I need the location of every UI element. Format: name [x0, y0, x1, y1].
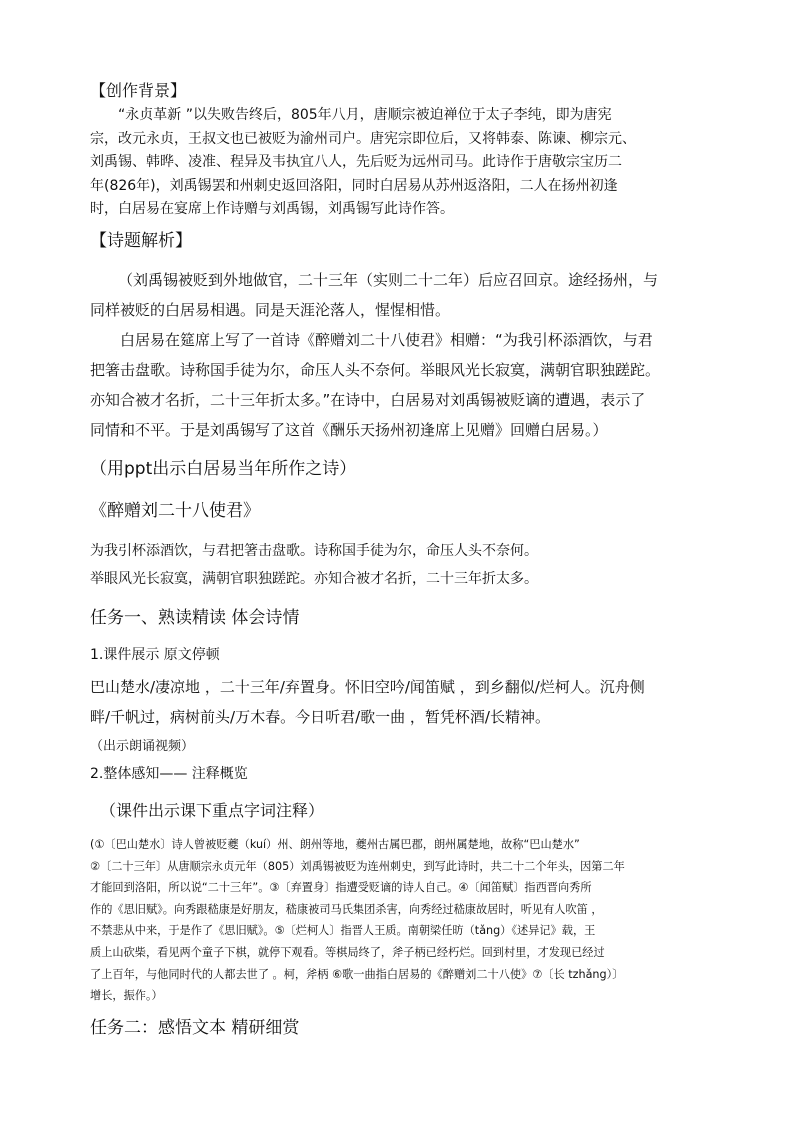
analysis-line: 亦知合被才名折，二十三年折太多。”在诗中，白居易对刘禹锡被贬谪的遭遇，表示了	[90, 391, 646, 409]
background-line: 刘禹锡、韩晔、凌准、程异及韦执宜八人，先后贬为远州司马。此诗作于唐敬宗宝历二	[90, 154, 622, 170]
task1-heading: 任务一、熟读精读 体会诗情	[90, 608, 300, 628]
poem-line: 举眼风光长寂寞，满朝官职独蹉跎。亦知合被才名折，二十三年折太多。	[90, 571, 538, 587]
courseware-note-text: （课件出示课下重点字词注释）	[100, 801, 325, 820]
note-line: 增长，振作。）	[90, 989, 163, 1003]
note-line: 作的《思旧赋》。向秀跟嵇康是好朋友，嵇康被司马氏集团杀害，向秀经过嵇康故居时，听见有人吹笛 ，	[90, 902, 603, 916]
note-line: 才能回到洛阳，所以说“二十三年”。③〔弃置身〕指遭受贬谪的诗人自己。④〔闻笛赋〕指西晋向秀所	[90, 881, 592, 895]
note-line: ②〔二十三年〕从唐顺宗永贞元年（805）刘禹锡被贬为连州刺史，到写此诗时，共二十二个年头，因第二年	[90, 859, 625, 873]
background-paragraph	[90, 104, 706, 222]
background-line: 宗，改元永贞，王叔文也已被贬为渝州司户。唐宪宗即位后，又将韩泰、陈谏、柳宗元、	[90, 130, 636, 147]
note-line: 质上山砍柴，看见两个童子下棋，就停下观看。等棋局终了，斧子柄已经朽烂。回到村里，才发现已经过	[90, 945, 605, 959]
poem-line: 为我引杯添酒饮，与君把箸击盘歌。诗称国手徒为尔，命压人头不奈何。	[90, 543, 538, 559]
poem-title: 《醉赠刘二十八使君》	[90, 501, 260, 521]
analysis-line: 同情和不平。于是刘禹锡写了这首《酬乐天扬州初逢席上见赠》回赠白居易。）	[90, 421, 608, 439]
video-note: （出示朗诵视频）	[90, 739, 195, 754]
courseware-note	[90, 798, 706, 824]
background-heading: 【创作背景】	[90, 81, 187, 100]
analysis-paragraph-2	[90, 325, 706, 445]
background-line: “永贞革新 ”以失败告终后，805年八月，唐顺宗被迫禅位于太子李纯，即为唐宪	[118, 107, 612, 123]
note-line: 了上百年，与他同时代的人都去世了 。柯，斧柄 ⑥歌一曲指白居易的《醉赠刘二十八使》⑦〔长 tzhǎng）〕	[90, 967, 624, 981]
analysis-line: 同样被贬的白居易相遇。同是天涯沦落人，惺惺相惜。	[90, 301, 451, 319]
background-line: 时，白居易在宴席上作诗赠与刘禹锡，刘禹锡写此诗作答。	[90, 201, 454, 217]
analysis-line: （刘禹锡被贬到外地做官，二十三年（实则二十二年）后应召回京。途经扬州，与	[118, 271, 659, 289]
background-line: 年(826年)，刘禹锡罢和州刺史返回洛阳，同时白居易从苏州返洛阳，二人在扬州初逢	[90, 177, 618, 194]
analysis-line: 把箸击盘歌。诗称国手徒为尔，命压人头不奈何。举眼风光长寂寞，满朝官职独蹉跎。	[90, 361, 661, 379]
ppt-note: （用ppt出示白居易当年所作之诗）	[90, 459, 357, 479]
note-line: 不禁悲从中来，于是作了《思旧赋》。⑤〔烂柯人〕指晋人王质。南朝梁任昉（tǎng）《述异记》载，王	[90, 924, 596, 938]
task2-heading: 任务二：感悟文本 精研细赏	[90, 1018, 300, 1038]
analysis-line: 白居易在筵席上写了一首诗《醉赠刘二十八使君》相赠：“为我引杯添酒饮，与君	[120, 331, 653, 349]
poem-text	[90, 537, 706, 593]
analysis-heading: 【诗题解析】	[90, 231, 192, 251]
annotation-notes	[90, 834, 706, 1007]
original-line: 畔/千帆过，病树前头/万木春。今日听君/歌一曲 ，暂凭杯酒/长精神。	[90, 708, 550, 726]
analysis-paragraph-1	[90, 265, 706, 325]
original-text-pauses	[90, 672, 706, 732]
task1-item-2: 2.整体感知—— 注释概览	[90, 766, 248, 782]
note-line: (①〔巴山楚水〕诗人曾被贬夔（kuí）州、朗州等地，夔州古属巴郡，朗州属楚地，故称“巴山楚水”	[90, 838, 580, 851]
task1-item-1: 1.课件展示 原文停顿	[90, 647, 220, 663]
original-line: 巴山楚水/凄凉地 ，二十三年/弃置身。怀旧空吟/闻笛赋 ，到乡翻似/烂柯人。沉舟侧	[90, 678, 645, 696]
